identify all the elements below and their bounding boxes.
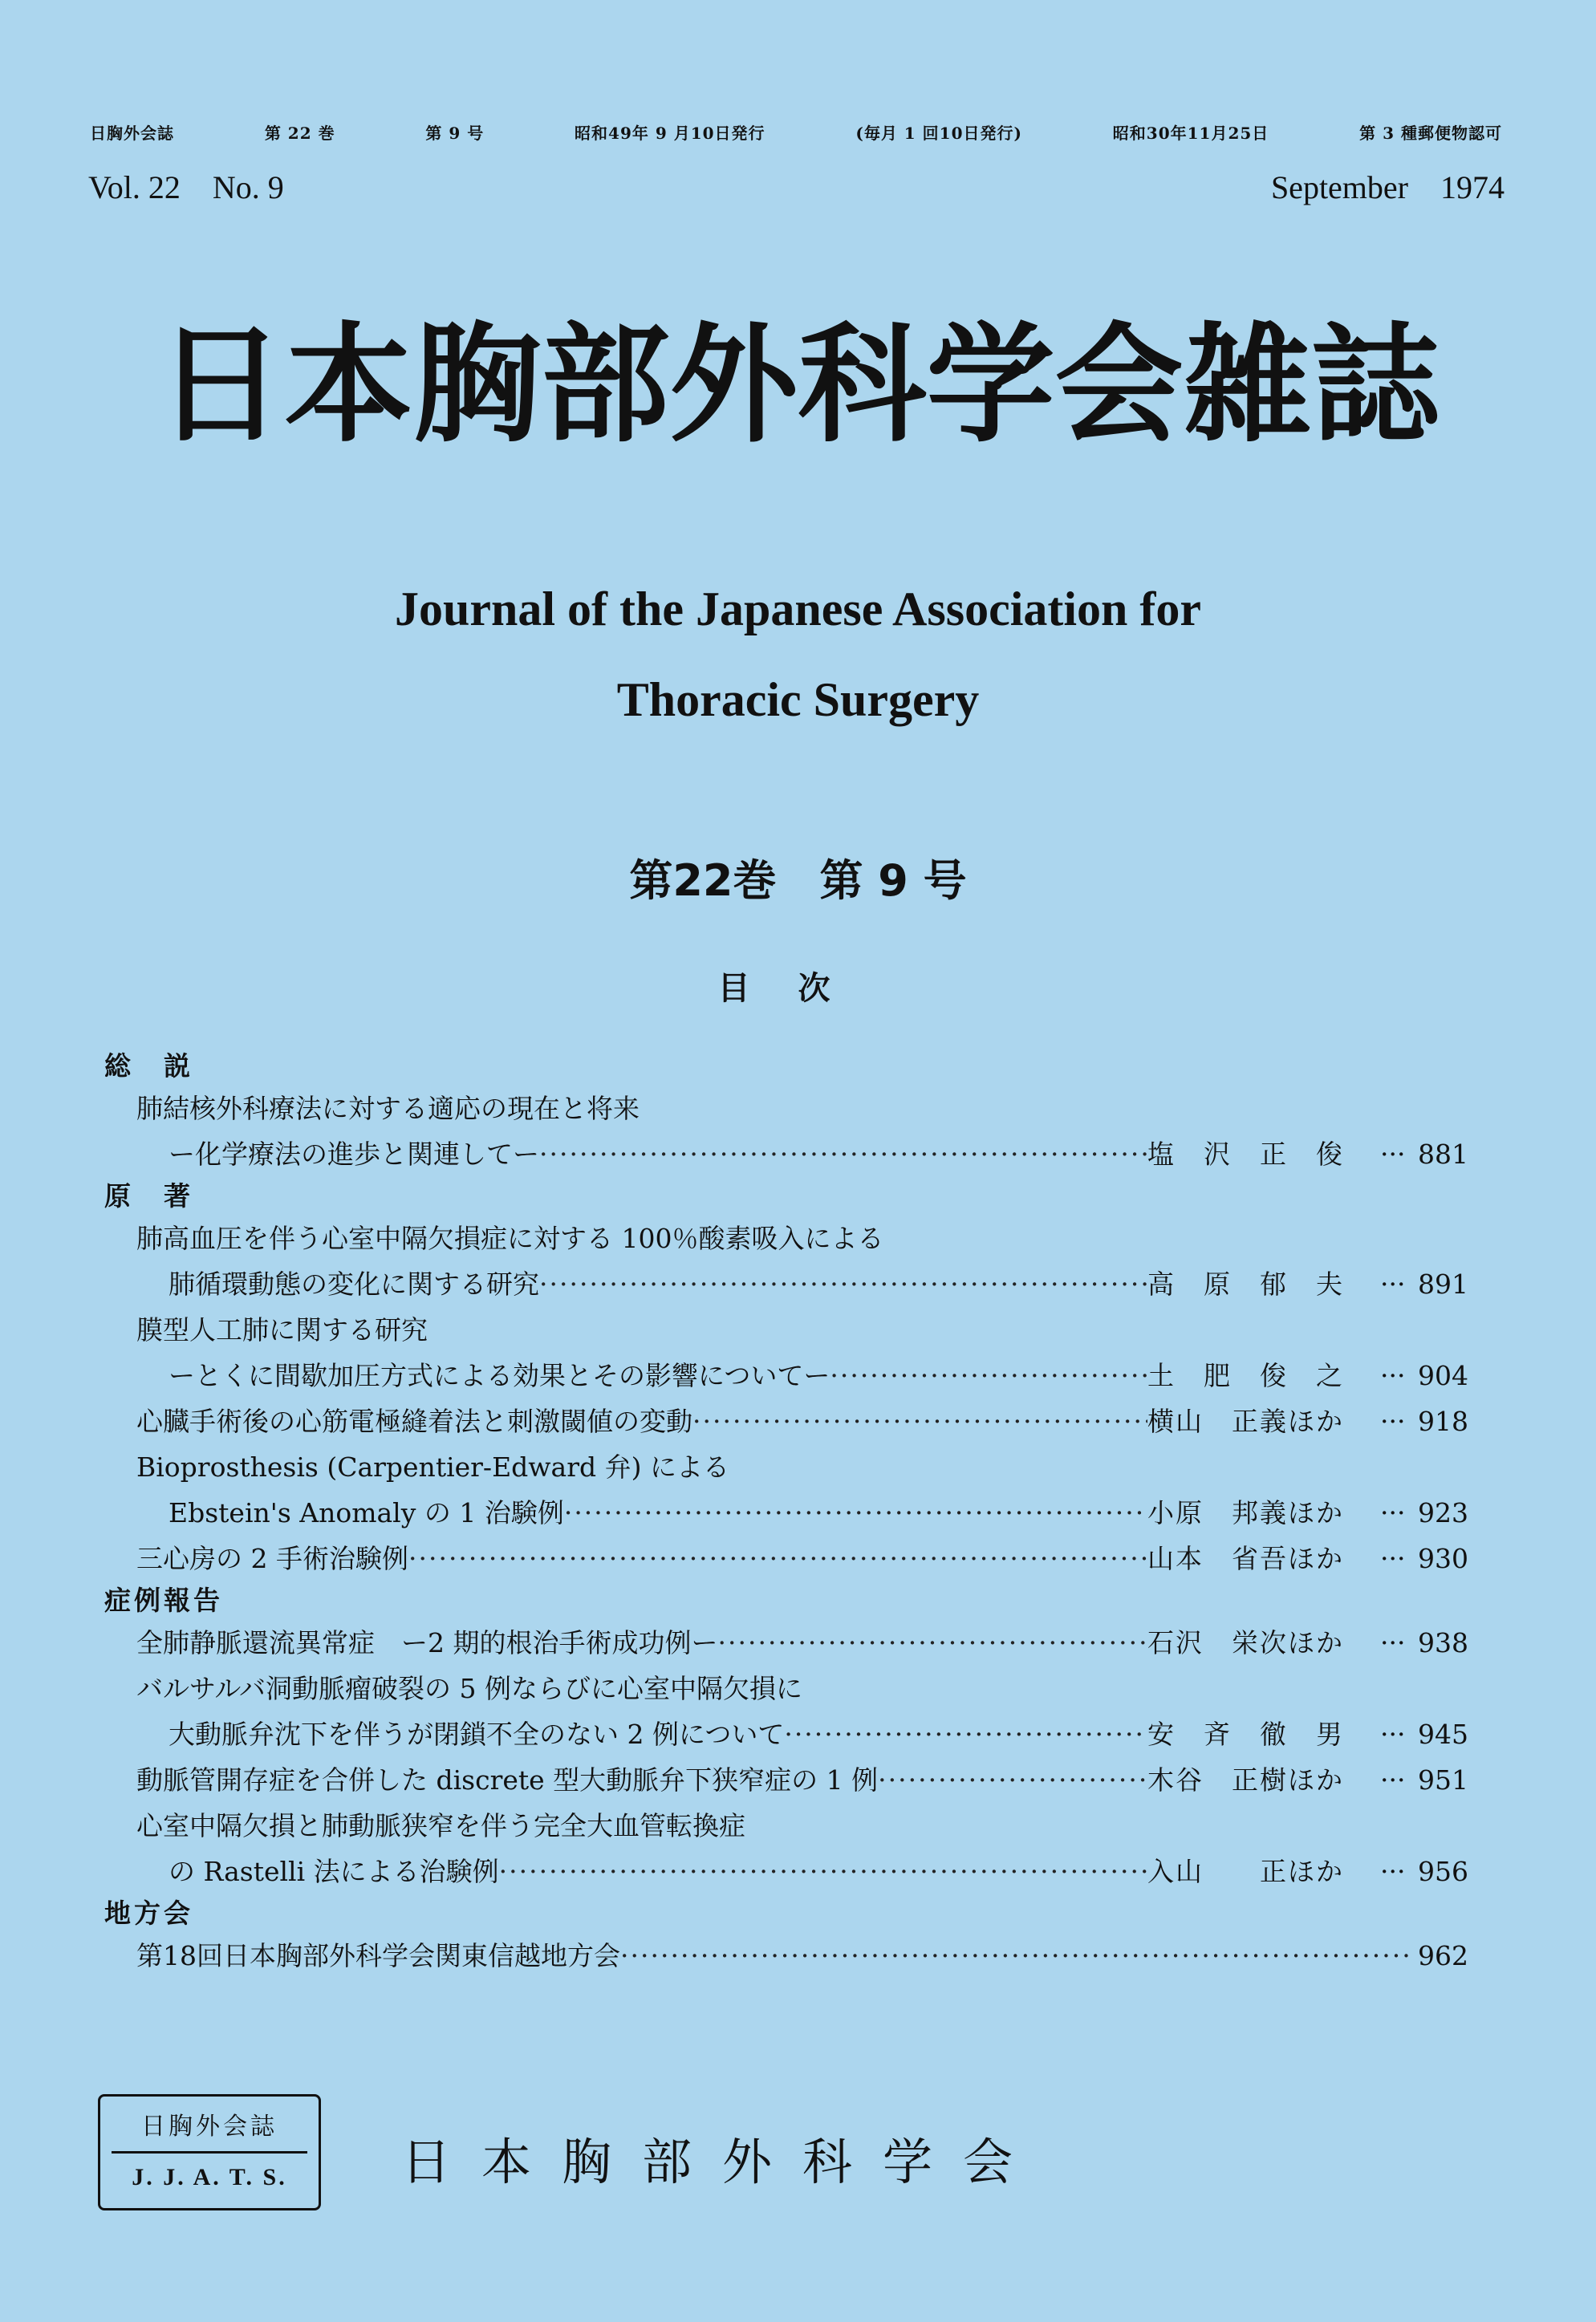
toc-leader-dots <box>620 1933 1412 1979</box>
contents-heading: 目次 <box>717 970 879 1007</box>
toc-entry <box>104 1261 1468 1307</box>
toc-entry <box>104 1131 1468 1177</box>
toc-entry-title: ー化学療法の進歩と関連してー <box>169 1139 539 1170</box>
frequency: (毎月 1 回10日発行) <box>855 124 1022 143</box>
toc-entry-author: 木谷 正樹ほか <box>1147 1764 1344 1796</box>
volume-jp: 第 22 巻 <box>264 124 335 143</box>
toc-entry-page: 930 <box>1418 1543 1468 1574</box>
volume-en: Vol. 22 <box>88 169 181 205</box>
toc-leader-dots <box>499 1849 1147 1894</box>
toc-entry <box>104 1757 1468 1803</box>
toc-entry-page: 918 <box>1418 1406 1468 1437</box>
toc-entry-author: 入山 正ほか <box>1147 1856 1344 1887</box>
toc-leader-dots <box>692 1398 1147 1444</box>
toc-entry-page: 962 <box>1418 1940 1468 1971</box>
toc-leader-dots <box>784 1711 1147 1757</box>
toc-entry-title: 全肺静脈還流異常症 ー2 期的根治手術成功例ー <box>136 1627 718 1658</box>
toc-entry <box>104 1216 1468 1261</box>
toc-entry <box>104 1666 1468 1711</box>
toc-entry-title: 肺結核外科療法に対する適応の現在と将来 <box>136 1093 640 1124</box>
toc-entry-title: Ebstein's Anomaly の 1 治験例 <box>169 1497 564 1528</box>
toc-entry-author: 山本 省吾ほか <box>1147 1543 1344 1574</box>
toc-entry <box>104 1803 1468 1849</box>
toc-entry-author: 安 斉 徹 男 <box>1147 1719 1344 1750</box>
volume-row <box>88 168 1505 206</box>
toc-entry-title: Bioprosthesis (Carpentier-Edward 弁) による <box>136 1451 729 1483</box>
toc-entry-title: 心室中隔欠損と肺動脈狭窄を伴う完全大血管転換症 <box>136 1810 745 1841</box>
toc-leader-dots <box>1380 1849 1412 1894</box>
toc-entry <box>104 1353 1468 1398</box>
toc-entry-page: 938 <box>1418 1627 1468 1658</box>
toc-entry-page: 945 <box>1418 1719 1468 1750</box>
toc-leader-dots <box>1380 1711 1412 1757</box>
toc-entry-page: 891 <box>1418 1269 1468 1300</box>
registration-date: 昭和30年11月25日 <box>1112 124 1269 143</box>
toc-entry <box>104 1307 1468 1353</box>
toc-entry-page: 904 <box>1418 1360 1468 1391</box>
toc-entry-title: 肺循環動態の変化に関する研究 <box>169 1269 539 1300</box>
stamp-line1: 日胸外会誌 <box>141 2113 278 2141</box>
toc-leader-dots <box>718 1620 1148 1666</box>
toc-entry <box>104 1086 1468 1131</box>
journal-abbr: 日胸外会誌 <box>90 124 174 143</box>
toc-leader-dots <box>1380 1261 1412 1307</box>
toc-leader-dots <box>1380 1131 1412 1177</box>
publisher-name: 日本胸部外科学会 <box>401 2133 1044 2191</box>
journal-stamp <box>98 2094 321 2210</box>
toc-entry-author: 小原 邦義ほか <box>1147 1497 1344 1528</box>
toc-leader-dots <box>1380 1620 1412 1666</box>
toc-leader-dots <box>564 1490 1147 1536</box>
toc-entry-title: 三心房の 2 手術治験例 <box>136 1543 408 1574</box>
toc-leader-dots <box>539 1261 1147 1307</box>
toc-entry-title: の Rastelli 法による治験例 <box>169 1856 499 1887</box>
journal-title-en-line1: Journal of the Japanese Association for <box>395 583 1201 635</box>
issue-label: 第22巻 第 9 号 <box>629 855 967 906</box>
table-of-contents <box>104 1047 1468 1979</box>
toc-entry-page: 956 <box>1418 1856 1468 1887</box>
toc-entry-title: 動脈管開存症を合併した discrete 型大動脈弁下狭窄症の 1 例 <box>136 1764 879 1796</box>
toc-section-heading: 総 説 <box>104 1050 193 1082</box>
toc-leader-dots <box>1380 1536 1412 1581</box>
stamp-divider <box>112 2151 307 2154</box>
number-en: No. 9 <box>212 169 284 205</box>
toc-leader-dots <box>878 1757 1147 1803</box>
toc-leader-dots <box>408 1536 1147 1581</box>
toc-entry-title: 心臓手術後の心筋電極縫着法と刺激閾値の変動 <box>136 1406 692 1437</box>
stamp-line2: J. J. A. T. S. <box>132 2164 287 2190</box>
toc-entry <box>104 1849 1468 1894</box>
journal-title-en-line2: Thoracic Surgery <box>616 673 980 726</box>
toc-entry-page: 881 <box>1418 1139 1468 1170</box>
toc-entry-title: 肺高血圧を伴う心室中隔欠損症に対する 100％酸素吸入による <box>136 1223 884 1254</box>
month-en: September <box>1270 169 1408 205</box>
year-en: 1974 <box>1440 169 1505 205</box>
toc-leader-dots <box>1380 1490 1412 1536</box>
toc-entry <box>104 1933 1468 1979</box>
publication-info <box>90 120 1502 144</box>
toc-leader-dots <box>539 1131 1147 1177</box>
toc-entry-title: 大動脈弁沈下を伴うが閉鎖不全のない 2 例について <box>169 1719 785 1750</box>
toc-section-heading: 症例報告 <box>104 1585 223 1616</box>
issue-date: 昭和49年 9 月10日発行 <box>575 124 766 143</box>
toc-entry-page: 951 <box>1418 1764 1468 1796</box>
toc-entry <box>104 1536 1468 1581</box>
toc-entry-title: バルサルバ洞動脈瘤破裂の 5 例ならびに心室中隔欠損に <box>136 1673 803 1704</box>
toc-leader-dots <box>1380 1757 1412 1803</box>
postal-class: 第 3 種郵便物認可 <box>1359 124 1502 143</box>
toc-entry-title: ーとくに間歇加圧方式による効果とその影響についてー <box>169 1360 830 1391</box>
toc-entry-author: 高 原 郁 夫 <box>1147 1269 1344 1300</box>
number-jp: 第 9 号 <box>425 124 485 143</box>
toc-entry <box>104 1398 1468 1444</box>
toc-entry <box>104 1711 1468 1757</box>
toc-entry-author: 塩 沢 正 俊 <box>1147 1139 1344 1170</box>
journal-title-jp: 日本胸部外科学会雑誌 <box>156 310 1440 460</box>
toc-leader-dots <box>1380 1398 1412 1444</box>
toc-entry <box>104 1620 1468 1666</box>
toc-leader-dots <box>1380 1353 1412 1398</box>
toc-section-heading: 原 著 <box>104 1180 193 1212</box>
toc-entry-author: 石沢 栄次ほか <box>1147 1627 1344 1658</box>
toc-entry <box>104 1490 1468 1536</box>
toc-entry-author: 横山 正義ほか <box>1147 1406 1344 1437</box>
toc-entry-title: 膜型人工肺に関する研究 <box>136 1314 428 1346</box>
toc-entry-title: 第18回日本胸部外科学会関東信越地方会 <box>136 1940 620 1971</box>
toc-entry-author: 土 肥 俊 之 <box>1147 1360 1344 1391</box>
toc-section-heading: 地方会 <box>104 1898 193 1929</box>
toc-entry <box>104 1444 1468 1490</box>
toc-entry-page: 923 <box>1418 1497 1468 1528</box>
toc-leader-dots <box>830 1353 1147 1398</box>
